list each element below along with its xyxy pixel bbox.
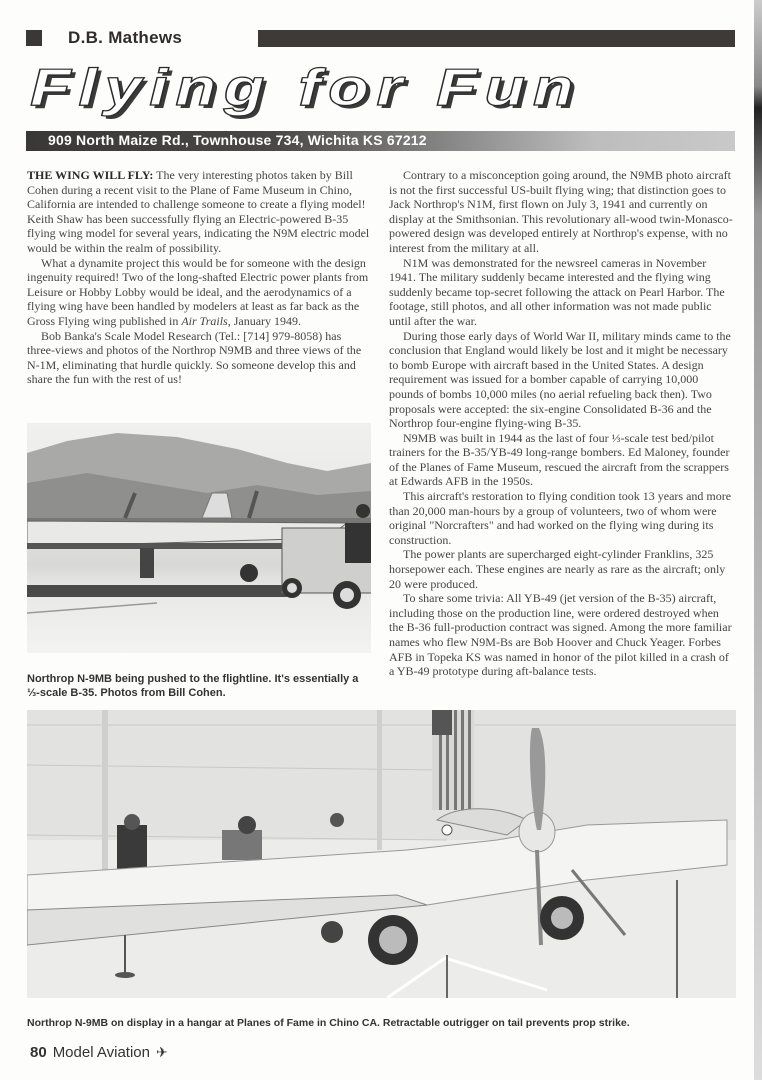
hangar-beam [102,710,108,870]
landing-gear [140,548,154,578]
hangar-beam [377,710,382,850]
paragraph: N9MB was built in 1944 as the last of four ⅓-scale test bed/pilot trainers for the B-35/YB-49 long-range bombers. Ed Maloney, founder of the Planes of Fame Museum, rescued the aircraft from the scrappers at Edwards AFB in the 1950s. [389,430,730,489]
photo-flightline [27,423,371,653]
paragraph: N1M was demonstrated for the newsreel cameras in November 1941. The military suddenly became interested and the flying wing suddenly became top-secret following the attack on Pearl Harbor. The footage, still photos, and all other information was not made public until after the war. [389,255,725,328]
driver [356,504,370,518]
author-name: D.B. Mathews [68,28,183,47]
airplane-icon: ✈ [155,1044,168,1060]
column-title: Flying for Fun [30,59,582,117]
right-column [389,168,735,679]
hangar-photo-art [27,710,736,998]
author-address: 909 North Maize Rd., Townhouse 734, Wichita KS 67212 [48,132,427,148]
paragraph: The power plants are supercharged eight-cylinder Franklins, 325 horsepower each. These engines are nearly as rare as the aircraft; only 20 were produced. [389,547,726,591]
author-square-marker [26,30,42,46]
publication-name: Model Aviation [52,1044,150,1061]
visitor [222,830,262,860]
paragraph: Contrary to a misconception going around, the N9MB photo aircraft is not the first successful US-built flying wing; that distinction goes to Jack Northrop's N1M, first flown on July 3, 1941 and currently on display at the Smithsonian. This revolutionary all-wood twin-Monasco-powered design was developed entirely at Northrop's expense, with no interest from the military at all. [389,168,733,255]
paragraph: This aircraft's restoration to flying condition took 13 years and more than 20,000 man-hours by a group of volunteers, two of whom were original "Norcrafters" and had worked on the flying wing during its construction. [389,489,732,547]
visitor [330,813,344,827]
visitor [117,825,147,870]
photo-caption: Northrop N-9MB being pushed to the flightline. It's essentially a ⅓-scale B-35. Photos from Bill Cohen. [27,673,359,699]
page-number: 80 [30,1044,47,1061]
star-insignia [442,825,452,835]
photo-hangar [27,710,736,998]
photo-caption: Northrop N-9MB on display in a hangar at Planes of Fame in Chino CA. Retractable outrigger on tail prevents prop strike. [27,1017,630,1029]
page-footer [30,1044,168,1061]
magazine-title: Air Trails [181,313,228,328]
paragraph: During those early days of World War II, military minds came to the conclusion that England would likely be lost and it might be necessary to bomb Europe with aircraft based in the United States. A design requirement was issued for a bomber capable of carrying 10,000 pounds of bombs 10,000 miles (no aerial refueling back then). Two proposals were accepted: the six-engine Consolidated B-36 and the Northrop four-engine flying-wing B-35. [389,328,731,431]
left-column [27,168,372,387]
paragraph: What a dynamite project this would be for someone with the design ingenuity required! Two of the long-shafted Electric power plants from Leisure or Hobby Lobby would be ideal, and the aerodynamics of a flying wing have been handled by modelers at least as far back as the Gross Flying wing published in Air Trails, January 1949. [27,255,369,328]
flightline-photo-art [27,423,371,653]
lead-in: THE WING WILL FLY: [27,168,154,182]
paragraph: Bob Banka's Scale Model Research (Tel.: [714] 979-8058) has three-views and photos of the Northrop N9MB and three views of the N-1M, eliminating that hurdle quickly. So someone develop this and share the fun with the rest of us! [27,328,362,387]
ground-shadow [27,585,287,597]
paragraph: To share some trivia: All YB-49 (jet version of the B-35) aircraft, including those on the production line, were ordered destroyed when the B-36 full-production contract was signed. Among the more familiar names who flew N9M-Bs are Bob Hoover and Chuck Yeager. Forbes AFB in Topeka KS was named in honor of the pilot killed in a crash of a YB-49 prototype during aft-balance tests. [389,591,732,679]
header-rule-bar [258,30,735,47]
page-edge [754,0,762,1080]
tug-seat [345,523,371,563]
author-header [26,29,735,49]
paragraph: THE WING WILL FLY: The very interesting photos taken by Bill Cohen during a recent visit to the Plane of Fame Museum in Chino, California are intended to challenge someone to create a flying model! Keith Shaw has been successfully flying an Electric-powered B-35 flying wing model for several years, indicating the N9M electric model would be within the realm of possibility. [27,168,370,255]
us-flag [432,710,474,810]
address-bar [26,131,735,151]
